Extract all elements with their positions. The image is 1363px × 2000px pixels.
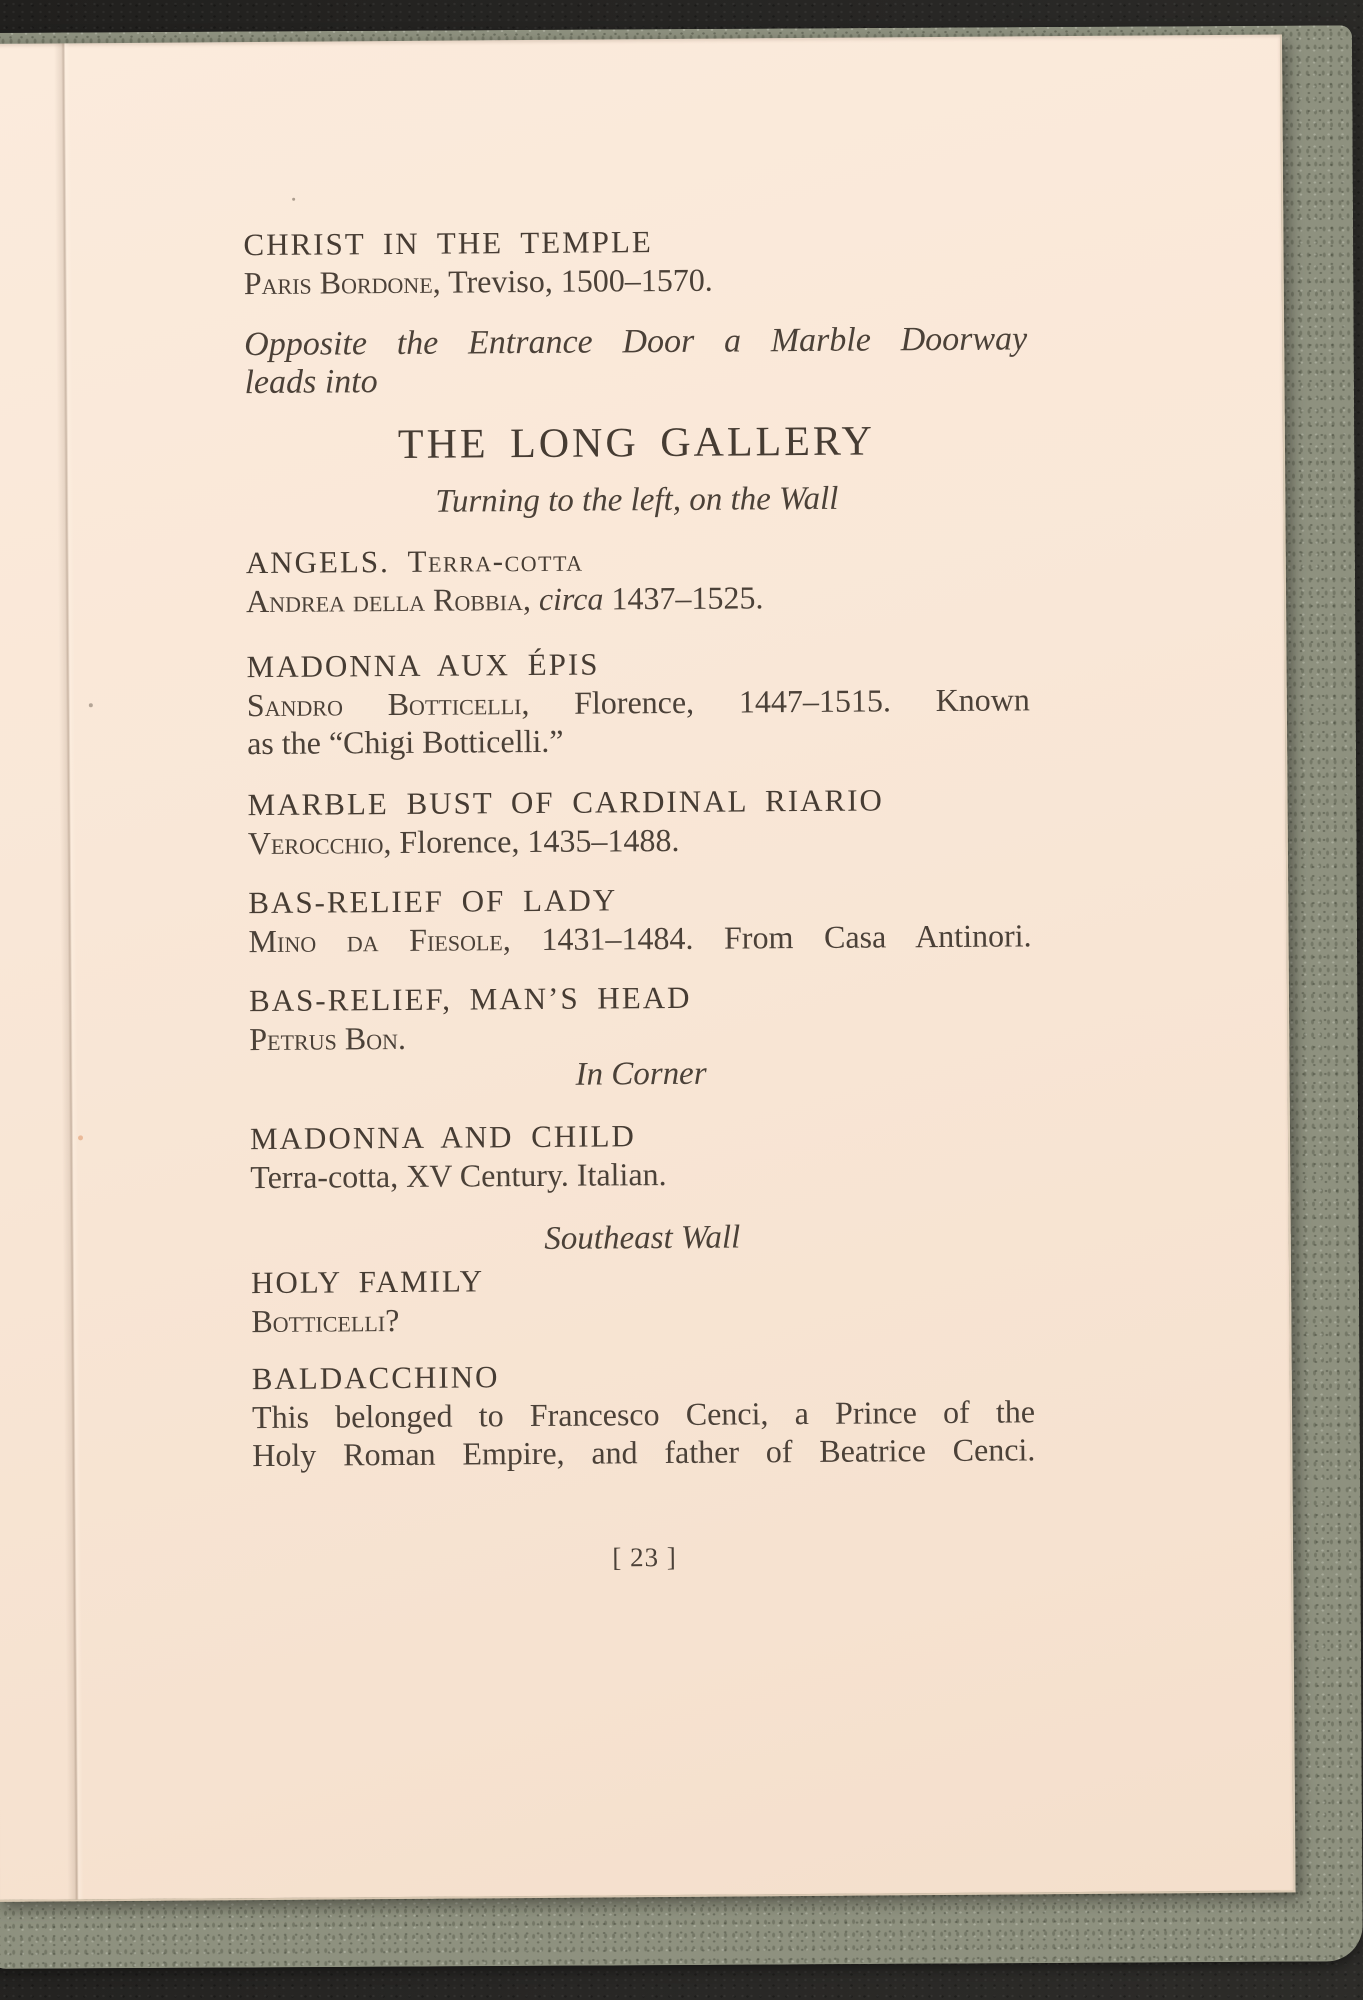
text-segment: circa (538, 580, 604, 617)
text-segment: Holy Roman Empire, and father of Beatrice Cenci. (252, 1431, 1036, 1474)
scan-speck (78, 1135, 83, 1140)
line-detail-j (247, 680, 1030, 724)
text-segment: CHRIST IN THE TEMPLE (243, 224, 653, 263)
text-segment: Mino da Fiesole (248, 921, 503, 960)
text-segment: HOLY FAMILY (250, 1263, 485, 1301)
text-segment: Southeast Wall (544, 1219, 741, 1257)
page-number: [ 23 ] (612, 1541, 677, 1573)
text-segment: In Corner (575, 1055, 707, 1093)
line-detail (248, 818, 1031, 862)
page-gutter-fold (54, 43, 84, 1899)
line-title (251, 1258, 1034, 1302)
block-7-entry (247, 780, 1031, 862)
text-segment: as the “Chigi Botticelli.” (246, 722, 564, 762)
block-2-note (244, 320, 1028, 402)
text-segment: , Florence, 1435–1488. (383, 821, 680, 861)
block-6-entry (246, 642, 1030, 762)
text-segment: BALDACCHINO (251, 1359, 500, 1397)
book-page (0, 34, 1296, 1901)
line-center (251, 1216, 1034, 1260)
text-segment: Turning to the left, on the Wall (435, 480, 839, 520)
line-note (244, 358, 1027, 402)
text-segment: MARBLE BUST OF CARDINAL RIARIO (247, 782, 884, 823)
text-segment: , 1431–1484. From Casa Antinori. (502, 917, 1032, 958)
line-detail (251, 1296, 1034, 1340)
block-3-heading (245, 416, 1028, 470)
text-segment: Botticelli (251, 1302, 386, 1340)
text-segment: Paris Bordone (243, 263, 433, 302)
text-segment: BAS-RELIEF OF LADY (248, 882, 618, 921)
block-9-entry (249, 976, 1033, 1058)
block-8-entry (248, 878, 1032, 960)
text-segment: Petrus Bon (249, 1019, 399, 1058)
page-text (243, 220, 1035, 1474)
block-10-center-note (249, 1052, 1032, 1096)
block-14-entry (252, 1354, 1036, 1474)
block-13-entry (251, 1258, 1035, 1340)
line-detail (244, 258, 1027, 302)
text-segment: Sandro Botticelli (246, 685, 522, 724)
line-title (252, 1354, 1035, 1398)
block-11-entry (250, 1114, 1034, 1196)
block-1-entry (243, 220, 1027, 302)
line-detail-j (252, 1430, 1035, 1474)
text-segment: leads into (244, 363, 378, 402)
line-center (245, 478, 1028, 522)
text-segment: , Florence, 1447–1515. Known (521, 681, 1030, 722)
line-title (249, 976, 1032, 1020)
text-segment: Andrea della Robbia (245, 581, 523, 620)
line-detail-j (248, 916, 1031, 960)
line-title (246, 642, 1029, 686)
line-center (249, 1052, 1032, 1096)
line-title (250, 1114, 1033, 1158)
text-segment: Opposite the Entrance Door a Marble Doorway (244, 320, 1028, 364)
line-detail (247, 718, 1030, 762)
line-heading (245, 416, 1028, 470)
text-segment: This belonged to Francesco Cenci, a Prince of the (251, 1393, 1036, 1436)
line-title (248, 878, 1031, 922)
line-detail (250, 1152, 1033, 1196)
text-segment: ? (384, 1301, 400, 1339)
line-note-j (244, 320, 1027, 364)
text-segment: MADONNA AND CHILD (249, 1118, 636, 1157)
text-segment: Verocchio (247, 824, 384, 862)
line-detail (249, 1014, 1032, 1058)
scan-speck (292, 198, 295, 201)
text-segment: THE LONG GALLERY (397, 418, 876, 468)
text-segment: , Treviso, 1500–1570. (432, 261, 713, 300)
text-segment: Terra-cotta, XV Century. Italian. (250, 1156, 667, 1196)
text-segment: . (397, 1019, 407, 1056)
text-segment: , (522, 580, 539, 618)
block-5-entry (246, 538, 1030, 620)
line-detail (246, 576, 1029, 620)
text-segment: 1437–1525. (603, 579, 764, 617)
line-title (246, 538, 1029, 582)
block-12-center-note (251, 1216, 1034, 1260)
text-segment: Terra-cotta (407, 542, 584, 579)
line-detail-j (252, 1392, 1035, 1436)
block-4-center-note (245, 478, 1028, 522)
line-title (243, 220, 1026, 264)
line-title (247, 780, 1030, 824)
text-segment: MADONNA AUX ÉPIS (246, 646, 600, 685)
text-segment: ANGELS. (245, 543, 408, 581)
scan-speck (89, 703, 93, 707)
text-segment: BAS-RELIEF, MAN’S HEAD (248, 979, 692, 1019)
